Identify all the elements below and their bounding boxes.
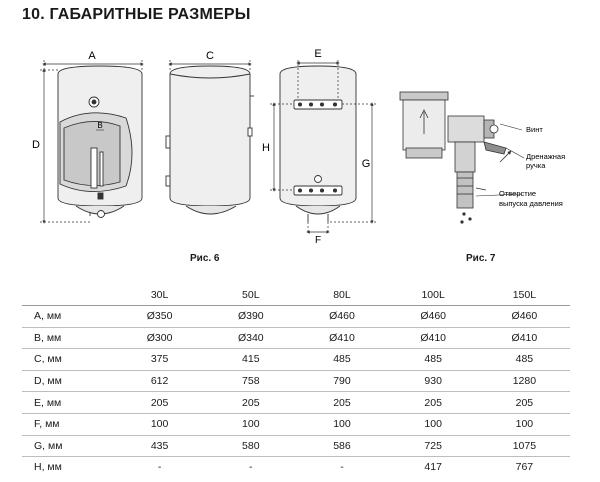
table-row: [22, 392, 570, 414]
table-cell: 100: [296, 413, 387, 435]
dimensions-table: [22, 284, 570, 478]
table-cell: 586: [296, 435, 387, 457]
label-h: H: [262, 142, 270, 154]
table-cell: 1075: [479, 435, 570, 457]
heater-side-view: [166, 66, 254, 214]
table-cell: 205: [388, 392, 479, 414]
heater-back-view: [280, 66, 356, 222]
column-header: 50L: [205, 284, 296, 306]
row-label: D, мм: [22, 370, 114, 392]
figure-7-caption: Рис. 7: [466, 253, 496, 264]
table-cell: Ø300: [114, 327, 205, 349]
row-label: C, мм: [22, 349, 114, 371]
table-row: [22, 457, 570, 478]
row-label: F, мм: [22, 413, 114, 435]
table-cell: 415: [205, 349, 296, 371]
table-row: [22, 306, 570, 328]
table-cell: 612: [114, 370, 205, 392]
table-cell: -: [157, 461, 162, 474]
table-cell: 100: [479, 413, 570, 435]
column-header: [22, 284, 114, 306]
table-row: [22, 435, 570, 457]
row-label: B, мм: [22, 327, 114, 349]
table-row: [22, 413, 570, 435]
table-cell: 205: [114, 392, 205, 414]
table-cell: 205: [479, 392, 570, 414]
table-cell: 1280: [479, 370, 570, 392]
table-cell: Ø410: [388, 327, 479, 349]
label-g: G: [361, 158, 371, 170]
label-b: B: [97, 121, 103, 130]
table-cell: -: [340, 461, 344, 474]
row-label: A, мм: [22, 306, 114, 328]
table-cell: 205: [296, 392, 387, 414]
table-cell: 767: [515, 461, 534, 474]
table-cell: Ø390: [205, 306, 296, 328]
callout-drain-handle-line2: ручка: [526, 161, 546, 170]
label-f: F: [314, 235, 322, 246]
table-cell: -: [249, 461, 253, 474]
row-label: H, мм: [34, 461, 62, 474]
label-d: D: [32, 139, 40, 151]
dimension-f: [308, 222, 328, 232]
table-cell: Ø410: [296, 327, 387, 349]
table-cell: 205: [205, 392, 296, 414]
column-header: 80L: [296, 284, 387, 306]
table-header-row: [22, 284, 570, 306]
section-title: 10. ГАБАРИТНЫЕ РАЗМЕРЫ: [22, 6, 251, 23]
heater-front-view: [58, 66, 142, 218]
label-a: A: [88, 50, 96, 62]
table-cell: 930: [388, 370, 479, 392]
table-row: [22, 327, 570, 349]
table-cell: 100: [114, 413, 205, 435]
table-cell: Ø460: [296, 306, 387, 328]
table-cell: 485: [388, 349, 479, 371]
row-label: G, мм: [22, 435, 114, 457]
table-cell: 485: [479, 349, 570, 371]
column-header: 30L: [114, 284, 205, 306]
table-cell: Ø410: [479, 327, 570, 349]
column-header: 150L: [479, 284, 570, 306]
table-cell: 417: [424, 461, 442, 474]
label-c: C: [206, 50, 214, 62]
callout-screw: Винт: [526, 125, 543, 134]
table-cell: 375: [114, 349, 205, 371]
dimension-drawings: [0, 36, 600, 246]
figure-6-caption: Рис. 6: [190, 253, 220, 264]
table-cell: 435: [114, 435, 205, 457]
table-cell: Ø460: [479, 306, 570, 328]
row-label: E, мм: [22, 392, 114, 414]
table-cell: 485: [296, 349, 387, 371]
label-e: E: [314, 48, 322, 60]
table-cell: 100: [388, 413, 479, 435]
callout-relief-line1: Отверстие: [499, 189, 537, 198]
table-cell: 758: [205, 370, 296, 392]
table-cell: 725: [388, 435, 479, 457]
column-header: 100L: [388, 284, 479, 306]
table-cell: 790: [296, 370, 387, 392]
table-row: [22, 349, 570, 371]
table-cell: Ø460: [388, 306, 479, 328]
table-row: [22, 370, 570, 392]
table-cell: Ø350: [114, 306, 205, 328]
table-cell: 580: [205, 435, 296, 457]
callout-relief-line2: выпуска давления: [499, 199, 563, 208]
callout-drain-handle-line1: Дренажная: [526, 152, 566, 161]
table-cell: Ø340: [205, 327, 296, 349]
table-cell: 100: [205, 413, 296, 435]
